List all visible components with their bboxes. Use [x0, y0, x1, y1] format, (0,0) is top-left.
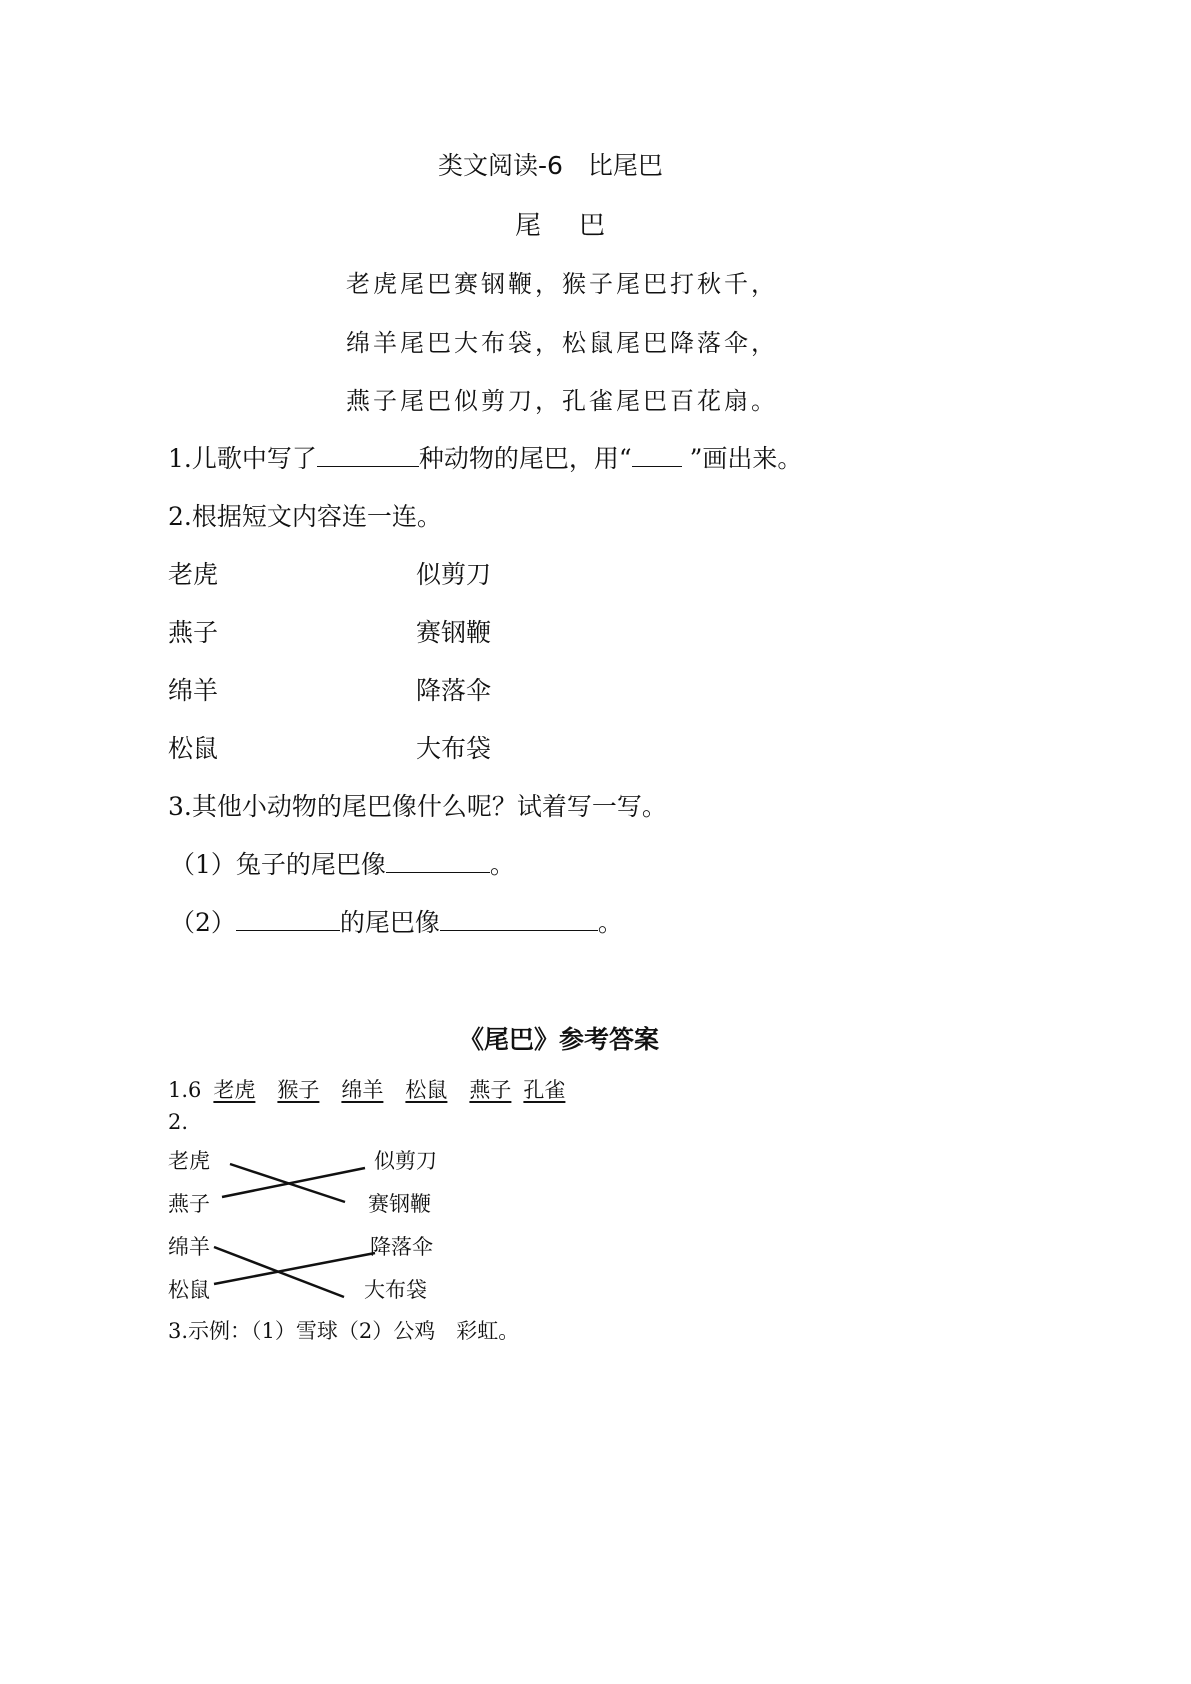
sub-2-middle: 的尾巴像 [339, 908, 440, 937]
answer-left-item: 燕子 [168, 1192, 210, 1216]
match-right-item[interactable]: 赛钢鞭 [416, 618, 492, 647]
answer-1-prefix: 1.6 [168, 1078, 202, 1102]
poem-title: 尾巴 [515, 211, 644, 241]
poem-line: 绵羊尾巴大布袋，松鼠尾巴降落伞， [346, 329, 778, 357]
answer-left-item: 老虎 [168, 1149, 210, 1173]
answer-right-item: 降落伞 [370, 1235, 433, 1259]
sub-1-prefix: （1）兔子的尾巴像 [170, 850, 386, 879]
match-left-item[interactable]: 燕子 [168, 618, 219, 647]
sub-2-prefix: （2） [170, 908, 236, 937]
answer-right-item: 大布袋 [364, 1278, 427, 1302]
question-1-prefix: 1.儿歌中写了 [168, 444, 317, 473]
question-3-prompt: 3.其他小动物的尾巴像什么呢？试着写一写。 [168, 792, 667, 821]
answer-left-item: 松鼠 [168, 1278, 210, 1302]
poem-line: 老虎尾巴赛钢鞭，猴子尾巴打秋千， [346, 270, 778, 298]
answer-left-item: 绵羊 [168, 1235, 210, 1259]
match-left-item[interactable]: 松鼠 [168, 734, 219, 763]
answer-animal: 猴子 [277, 1078, 320, 1102]
answer-animal: 绵羊 [341, 1078, 384, 1102]
match-right-item[interactable]: 似剪刀 [416, 560, 492, 589]
answer-animal: 老虎 [213, 1078, 256, 1102]
answer-right-item: 赛钢鞭 [368, 1192, 431, 1216]
match-left-item[interactable]: 绵羊 [168, 676, 219, 705]
sub-1-suffix: 。 [489, 850, 515, 879]
match-right-item[interactable]: 大布袋 [416, 734, 492, 763]
answer-animal: 燕子 [469, 1078, 512, 1102]
answer-key-title: 《尾巴》参考答案 [459, 1025, 660, 1054]
page-title: 类文阅读-6 比尾巴 [438, 151, 663, 180]
poem-line: 燕子尾巴似剪刀，孔雀尾巴百花扇。 [346, 387, 778, 415]
answer-animal: 松鼠 [405, 1078, 448, 1102]
question-1-suffix: ”画出来。 [681, 444, 803, 473]
answer-2-label: 2. [168, 1110, 189, 1134]
question-2-prompt: 2.根据短文内容连一连。 [168, 502, 442, 531]
answer-animal: 孔雀 [523, 1078, 566, 1102]
sub-2-suffix: 。 [597, 908, 623, 937]
match-right-item[interactable]: 降落伞 [416, 676, 492, 705]
connector-line [214, 1253, 375, 1284]
answer-right-item: 似剪刀 [374, 1149, 437, 1173]
match-left-item[interactable]: 老虎 [168, 560, 219, 589]
connector-line [222, 1168, 365, 1197]
question-1-middle: 种动物的尾巴，用“ [418, 444, 632, 473]
answer-3: 3.示例：（1）雪球（2）公鸡 彩虹。 [168, 1319, 520, 1343]
